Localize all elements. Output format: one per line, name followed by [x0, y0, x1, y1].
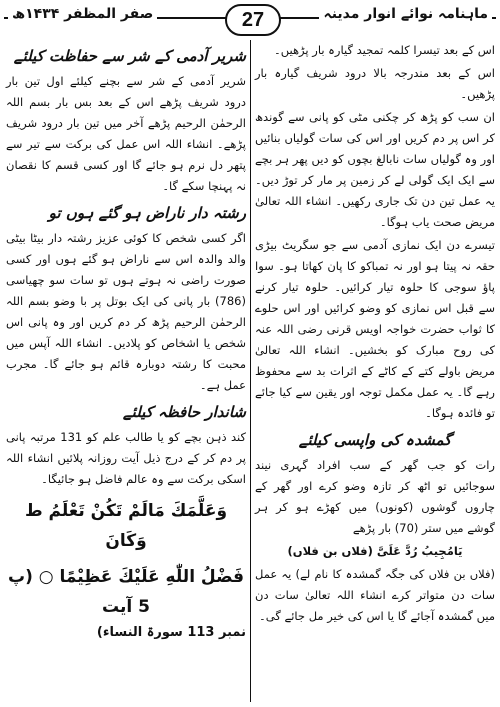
left-column — [6, 40, 246, 700]
paragraph-evil-protection: شریر آدمی کے شر سے بچنے کیلئے اول تین بار درود شریف پڑھے اس کے بعد بس بار بسم اللہ الرحمٰن الرحیم پڑھے آخر میں تین بار درود شریف پڑھے۔ انشاء اللہ اس عمل کی برکت سے تیر سے پتھر دل نرم ہو جائے گا اور کسی قسم کا نقصان نہ پہنچا سکے گا۔ — [6, 74, 246, 193]
paragraph-clay-pills: ان سب کو پڑھ کر چکنی مٹی کو پانی سے گوندھ کر اس پر دم کریں اور اس کی سات گولیاں بنائیں اور وہ گولیاں سات نابالغ بچوں کو دیں پھر ہر بچے سے ایک ایک گولی لے کر زمین پر مار کر توڑ دیں۔ یہ عمل تین دن تک جاری رکھیں۔ انشاء اللہ تعالیٰ مریض صحت یاب ہوگا۔ — [255, 110, 495, 229]
paragraph-relatives: اگر کسی شخص کا کوئی عزیز رشتہ دار بیٹا بیٹی والد والدہ اس سے ناراض ہو گئے ہوں اور کسی صورت راضی نہ ہوتے ہوں تو سات سو چھیاسی (786) بار پانی کی ایک بوتل پر با وضو بسم اللہ الرحمٰن الرحیم پڑھ کر دم کریں اور وہ پانی اس شخص یا اشخاص کو پلادیں۔ انشاء اللہ آپس میں محبت کا رشتہ دوبارہ قائم ہو جائے گا۔ مجرب عمل ہے۔ — [6, 231, 246, 392]
right-column — [255, 40, 495, 700]
paragraph-missing-note: (فلاں بن فلاں کی جگہ گمشدہ کا نام لے) یہ عمل سات دن متواتر کرے انشاء اللہ تعالیٰ سات دن میں گمشدہ آجائے گا یا اس کی خیر مل جائے گی۔ — [255, 567, 495, 623]
paragraph-missing-instructions: رات کو جب گھر کے سب افراد گہری نیند سوجائیں تو اٹھ کر تازہ وضو کرے اور گھر کے چاروں گوشوں (کونوں) میں کھڑے ہو کر ہر گوشے میں ستر (70) بار پڑھے — [255, 458, 495, 535]
magazine-title: ماہنامہ نوائے انوار مدینہ — [319, 6, 492, 22]
page-number: 27 — [225, 4, 281, 36]
quran-verse-line-1: وَعَلَّمَكَ مَالَمْ تَكُنْ تَعْلَمُ ط وَكَانَ — [24, 501, 228, 551]
verse-reference: نمبر 113 سورۃ النساء) — [96, 625, 246, 640]
paragraph-missing-dua: یَامُجِیبُ رُدَّ عَلَیَّ (فلاں بن فلاں) — [287, 544, 463, 558]
issue-date: صفر المظفر ۱۴۳۴ھ — [8, 6, 157, 22]
heading-relatives: رشتہ دار ناراض ہو گئے ہوں تو — [48, 204, 246, 222]
paragraph-memory: کند ذہن بچے کو یا طالب علم کو 131 مرتبہ پانی پر دم کر کے درج ذیل آیت روزانہ پلائیں انشاء اللہ اسکی برکت سے وہ عالم فاضل ہو جائیگا۔ — [6, 430, 246, 486]
column-divider — [250, 40, 251, 702]
page-header — [4, 4, 496, 34]
heading-missing-person: گمشدہ کی واپسی کیلئے — [298, 431, 452, 449]
quran-verse-line-2: فَضْلُ اللّٰهِ عَلَيْكَ عَظِيْمًا ○ (پ 5 آیت — [7, 567, 244, 617]
paragraph-tamjeed: اس کے بعد تیسرا کلمہ تمجید گیارہ بار پڑھیں۔ — [274, 43, 495, 57]
paragraph-halwa: تیسرے دن ایک نمازی آدمی سے جو سگریٹ بیڑی حقہ نہ پیتا ہو اور نہ تمباکو کا پان کھاتا ہو۔ سوا پاؤ سوجی کا حلوہ تیار کرائیں۔ حلوہ تیار کرنے سے قبل اس نمازی کو وضو کرائیں اور اس حلوے کا ثواب حضرت خواجہ اویس قرنی رضی اللہ عنہ کی روح مبارک کو بخشیں۔ انشاء اللہ تعالیٰ مریض باولے کتے کے کاٹے کے اثرات بد سے محفوظ رہے گا۔ یہ عمل مکمل توجہ اور یقین سے کیا جائے تو فائدہ ہوگا۔ — [255, 238, 495, 420]
heading-memory: شاندار حافظہ کیلئے — [122, 403, 246, 421]
heading-evil-protection: شریر آدمی کے شر سے حفاظت کیلئے — [13, 47, 246, 65]
paragraph-durood: اس کے بعد مندرجہ بالا درود شریف گیارہ بار پڑھیں۔ — [255, 66, 495, 101]
